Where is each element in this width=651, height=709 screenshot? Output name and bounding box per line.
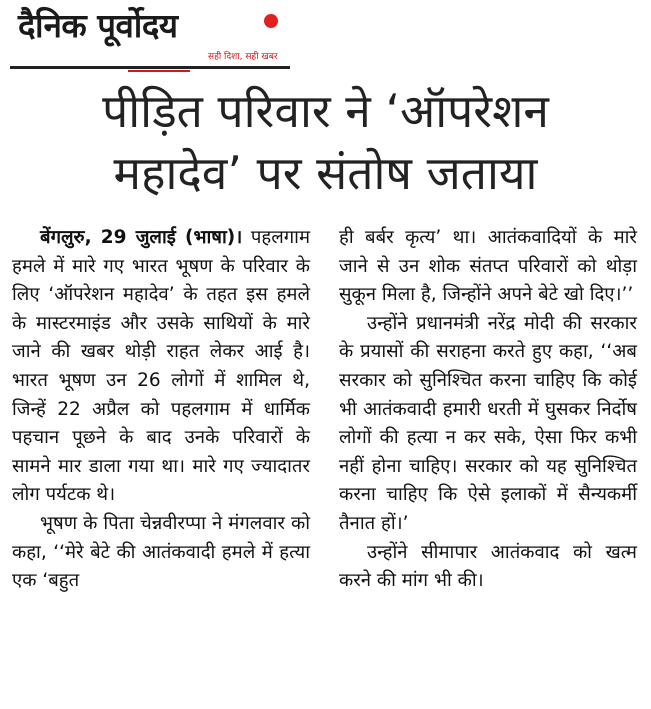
newspaper-logo: दैनिक पूर्वोदय bbox=[18, 6, 178, 45]
article-headline bbox=[0, 80, 651, 204]
article-paragraph: उन्होंने सीमापार आतंकवाद को खत्म करने की मांग भी की। bbox=[339, 541, 637, 592]
article-column-right bbox=[339, 224, 637, 596]
article-paragraph: भूषण के पिता चेन्नवीरप्पा ने मंगलवार को कहा, ‘‘मेरे बेटे की आतंकवादी हमले में हत्या एक ‘बहुत bbox=[12, 512, 310, 592]
article-paragraph: उन्होंने प्रधानमंत्री नरेंद्र मोदी की सरकार के प्रयासों की सराहना करते हुए कहा, ‘‘अब सरकार को सुनिश्चित करना चाहिए कि कोई भी आतंकवादी हमारी धरती में घुसकर निर्दोष लोगों की हत्या न कर सके, ऐसा फिर कभी नहीं होना चाहिए। सरकार को यह सुनिश्चित करना चाहिए कि ऐसे इलाकों में सैन्यकर्मी तैनात हों।’ bbox=[339, 312, 637, 534]
headline-line-2: महादेव’ पर संतोष जताया bbox=[113, 146, 538, 200]
masthead-rule bbox=[10, 66, 290, 69]
dateline: बेंगलुरु, 29 जुलाई (भाषा)। bbox=[40, 227, 243, 248]
headline-line-1: पीड़ित परिवार ने ‘ऑपरेशन bbox=[102, 84, 549, 138]
article-paragraph: ही बर्बर कृत्य’ था। आतंकवादियों के मारे जाने से उन शोक संतप्त परिवारों को थोड़ा सुकून मिला है, जिन्होंने अपने बेटे खो दिए।’’ bbox=[339, 227, 637, 306]
article-paragraph bbox=[12, 224, 310, 510]
masthead-tagline: सही दिशा, सही खबर bbox=[208, 52, 278, 62]
article-column-left bbox=[12, 224, 310, 596]
paragraph-text: पहलगाम हमले में मारे गए भारत भूषण के परिवार के लिए ‘ऑपरेशन महादेव’ के तहत इस हमले के मास्टरमाइंड और उसके साथियों के मारे जाने की खबर थोड़ी राहत लेकर आई है। भारत भूषण उन 26 लोगों में शामिल थे, जिन्हें 22 अप्रैल को पहलगाम में धार्मिक पहचान पूछने के बाद उनके परिवारों के सामने मार डाला गया था। मारे गए ज्यादातर लोग पर्यटक थे। bbox=[12, 227, 311, 506]
logo-dot-icon bbox=[264, 14, 278, 28]
masthead-red-rule bbox=[128, 70, 190, 72]
masthead bbox=[8, 0, 293, 74]
